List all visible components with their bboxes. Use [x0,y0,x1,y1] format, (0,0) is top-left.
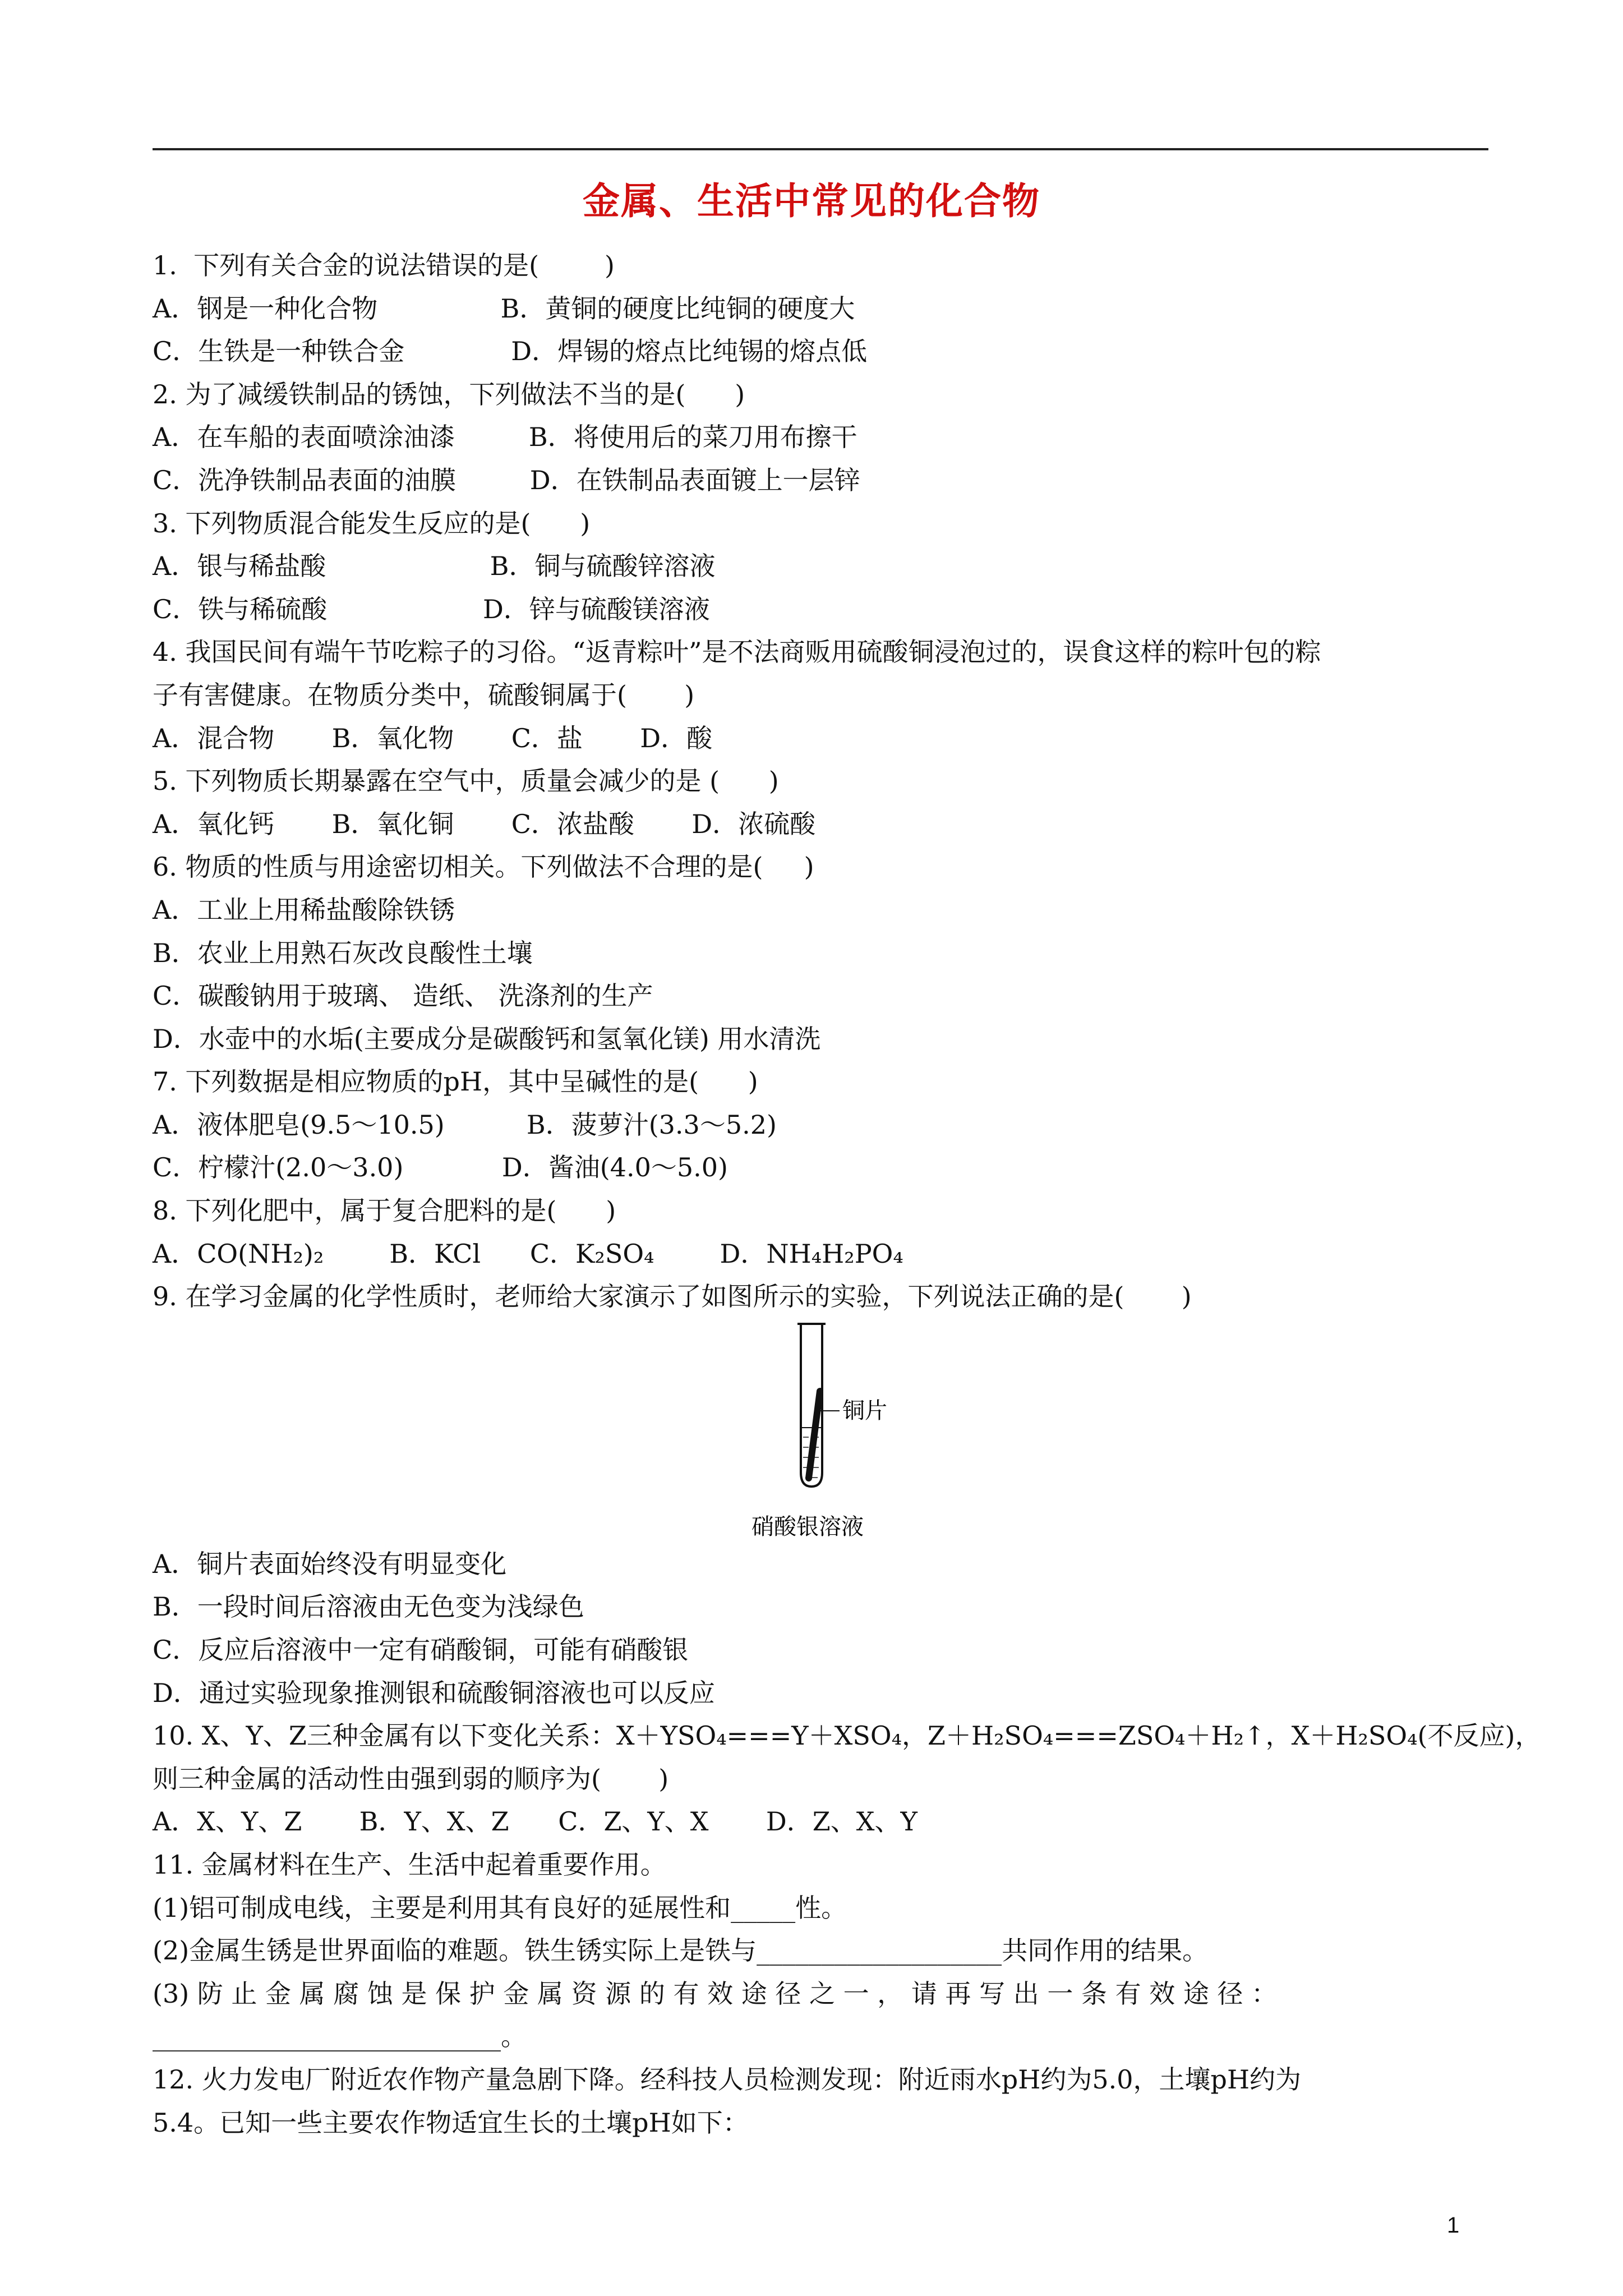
document-body [153,244,1541,2144]
q10-options: A．X、Y、Z B．Y、X、Z C．Z、Y、X D．Z、X、Y [153,1806,917,1837]
question-12-line2: 5.4。已知一些主要农作物适宜生长的土壤pH如下： [153,2107,749,2138]
q7-options-ab: A．液体肥皂(9.5～10.5) B．菠萝汁(3.3～5.2) [153,1109,777,1140]
q9-option-d: D．通过实验现象推测银和硫酸铜溶液也可以反应 [153,1677,715,1708]
question-2: 2. 为了减缓铁制品的锈蚀，下列做法不当的是( ) [153,379,745,409]
q4-options: A．混合物 B．氧化物 C．盐 D．酸 [153,723,713,753]
question-12-line1: 12. 火力发电厂附近农作物产量急剧下降。经科技人员检测发现：附近雨水pH约为5.0，土壤pH约为 [153,2064,1302,2095]
q6-option-d: D．水壶中的水垢(主要成分是碳酸钙和氢氧化镁) 用水清洗 [153,1023,821,1054]
q11-part-3: (3) 防 止 金 属 腐 蚀 是 保 护 金 属 资 源 的 有 效 途 径 之 一 ， 请 再 写 出 一 条 有 效 途 径 ： [153,1978,1278,2009]
question-1: 1. 下列有关合金的说法错误的是( ) [153,250,615,280]
q2-options-ab: A．在车船的表面喷涂油漆 B．将使用后的菜刀用布擦干 [153,422,857,453]
page-number: 1 [1447,2213,1460,2238]
question-9: 9. 在学习金属的化学性质时，老师给大家演示了如图所示的实验，下列说法正确的是( ) [153,1281,1192,1312]
figure-row [153,1318,1488,1543]
q1-options-ab: A．钢是一种化合物 B．黄铜的硬度比纯铜的硬度大 [153,293,855,324]
copper-label: 铜片 [842,1397,887,1424]
q8-options: A．CO(NH₂)₂ B．KCl C．K₂SO₄ D．NH₄H₂PO₄ [153,1238,903,1269]
q9-option-b: B．一段时间后溶液由无色变为浅绿色 [153,1591,584,1622]
q6-option-c: C．碳酸钠用于玻璃、 造纸、 洗涤剂的生产 [153,981,653,1011]
q1-options-cd: C．生铁是一种铁合金 D．焊锡的熔点比纯锡的熔点低 [153,336,868,367]
test-tube-figure [747,1318,1061,1543]
top-rule [153,148,1488,150]
question-8: 8. 下列化肥中，属于复合肥料的是( ) [153,1195,616,1226]
question-6: 6. 物质的性质与用途密切相关。下列做法不合理的是( ) [153,852,814,882]
q9-option-c: C．反应后溶液中一定有硝酸铜，可能有硝酸银 [153,1635,689,1665]
q2-options-cd: C．洗净铁制品表面的油膜 D．在铁制品表面镀上一层锌 [153,464,860,495]
question-10-line2: 则三种金属的活动性由强到弱的顺序为( ) [153,1763,669,1794]
question-5: 5. 下列物质长期暴露在空气中，质量会减少的是 ( ) [153,766,779,797]
q3-options-ab: A．银与稀盐酸 B．铜与硫酸锌溶液 [153,551,716,582]
q9-option-a: A．铜片表面始终没有明显变化 [153,1548,507,1579]
q3-options-cd: C．铁与稀硫酸 D．锌与硫酸镁溶液 [153,593,710,624]
question-3: 3. 下列物质混合能发生反应的是( ) [153,508,591,539]
question-10-line1: 10. X、Y、Z三种金属有以下变化关系：X＋YSO₄===Y＋XSO₄，Z＋H₂SO₄===ZSO₄＋H₂↑，X＋H₂SO₄(不反应)， [153,1720,1541,1751]
q7-options-cd: C．柠檬汁(2.0～3.0) D．酱油(4.0～5.0) [153,1152,728,1183]
q6-option-b: B．农业上用熟石灰改良酸性土壤 [153,937,533,968]
page-title: 金属、生活中常见的化合物 [583,180,1040,223]
solution-label: 硝酸银溶液 [751,1513,864,1540]
q5-options: A．氧化钙 B．氧化铜 C．浓盐酸 D．浓硫酸 [153,808,816,839]
q11-part-2: (2)金属生锈是世界面临的难题。铁生锈实际上是铁与___________________共同作用的结果。 [153,1935,1209,1966]
question-4-line1: 4. 我国民间有端午节吃粽子的习俗。“返青粽叶”是不法商贩用硫酸铜浸泡过的，误食这样的粽叶包的粽 [153,637,1321,668]
q6-option-a: A．工业上用稀盐酸除铁锈 [153,894,455,925]
question-11: 11. 金属材料在生产、生活中起着重要作用。 [153,1849,666,1880]
copper-strip [809,1391,820,1478]
q11-part-3-blank: ___________________________。 [153,2021,527,2052]
question-7: 7. 下列数据是相应物质的pH，其中呈碱性的是( ) [153,1066,758,1097]
q11-part-1: (1)铝可制成电线，主要是利用其有良好的延展性和_____性。 [153,1892,847,1923]
question-4-line2: 子有害健康。在物质分类中，硫酸铜属于( ) [153,679,695,710]
